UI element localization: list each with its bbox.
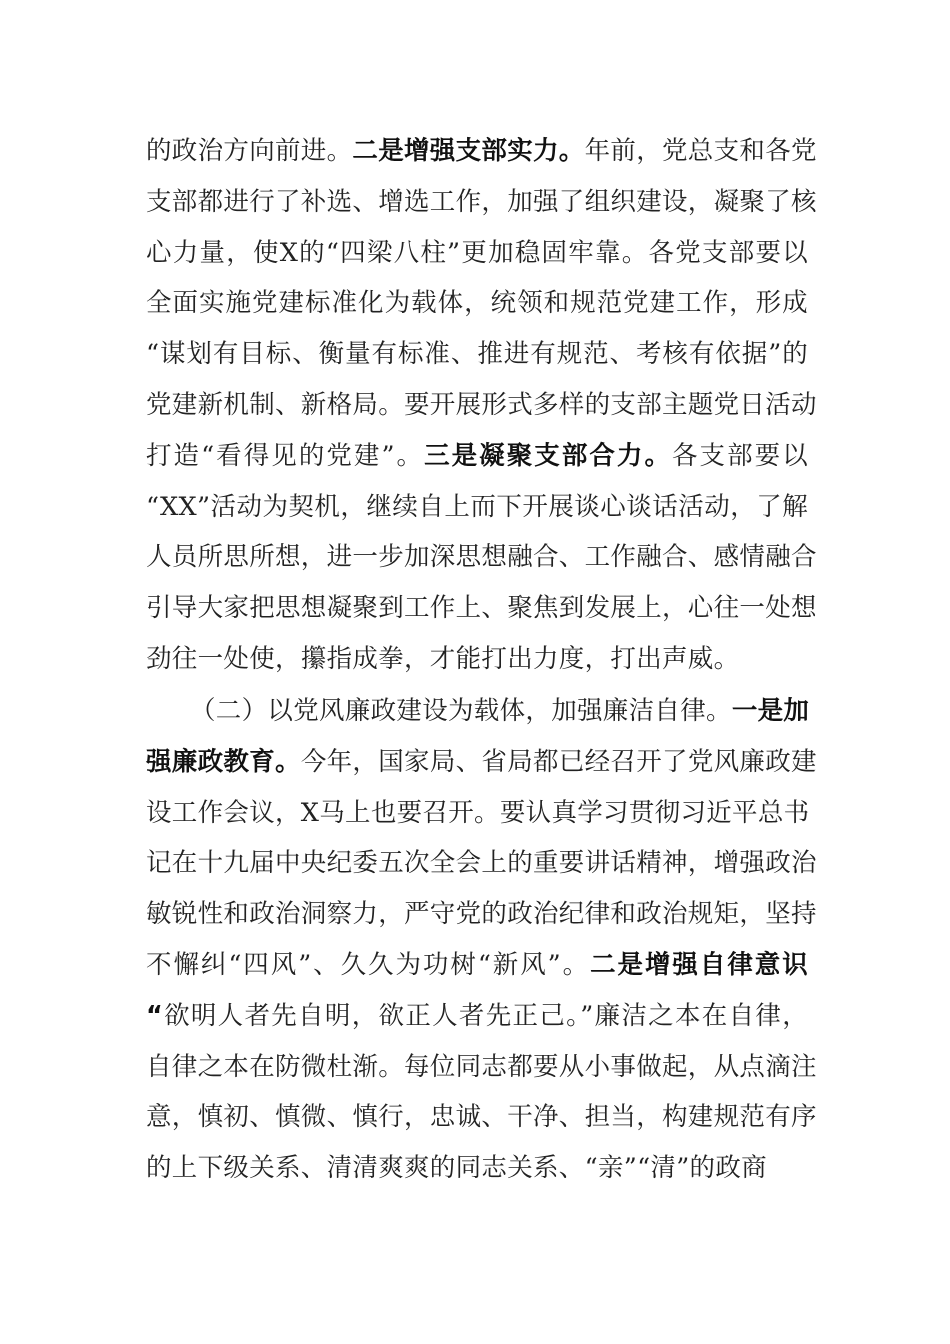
body-text: 意，慎初、慎微、慎行，忠诚、干净、担当，构建规范有序 (146, 1102, 817, 1133)
text-line (146, 991, 808, 1042)
text-line (146, 634, 808, 685)
body-text: 年前，党总支和各党 (584, 136, 817, 166)
body-text: 欲明人者先自明，欲正人者先正己。”廉洁之本在自律， (163, 1000, 808, 1031)
text-line (146, 532, 817, 583)
body-text: 心力量，使X的“四梁八柱”更加稳固牢靠。各党支部要以 (146, 237, 808, 268)
body-text: 劲往一处使，攥指成拳，才能打出力度，打出声威。 (146, 643, 740, 674)
text-line (146, 1143, 808, 1194)
text-line (146, 788, 808, 839)
bold-heading-text: 强廉政教育。 (146, 746, 301, 777)
body-text: 全面实施党建标准化为载体，统领和规范党建工作，形成 (146, 288, 808, 319)
body-text: 支部都进行了补选、增选工作，加强了组织建设，凝聚了核 (146, 186, 817, 217)
text-line (146, 686, 808, 737)
body-text: “谋划有目标、衡量有标准、推进有规范、考核有依据”的 (146, 339, 808, 370)
bold-heading-text: 三是凝聚支部合力。 (424, 440, 673, 471)
body-text: 党建新机制、新格局。要开展形式多样的支部主题党日活动 (146, 389, 817, 420)
text-line (146, 431, 808, 482)
body-text: 引导大家把思想凝聚到工作上、聚焦到发展上，心往一处想 (146, 593, 817, 624)
text-line (146, 1042, 817, 1093)
text-line (146, 1092, 817, 1143)
paragraph-2 (146, 686, 817, 1194)
body-text: 的政治方向前进。 (146, 136, 353, 166)
text-line (146, 380, 817, 431)
text-line (146, 329, 808, 380)
body-text: 今年，国家局、省局都已经召开了党风廉政建 (300, 746, 817, 777)
body-text: （二）以党风廉政建设为载体，加强廉洁自律。 (190, 696, 732, 726)
text-line (146, 889, 817, 940)
text-line (146, 177, 817, 228)
bold-heading-text: 二是增强支部实力。 (352, 136, 585, 166)
body-text: 人员所思所想，进一步加深思想融合、工作融合、感情融合 (146, 542, 817, 573)
text-line (146, 583, 817, 634)
body-text: 不懈纠“四风”、久久为功树“新风”。 (146, 949, 591, 980)
body-text: 的上下级关系、清清爽爽的同志关系、“亲”“清”的政商 (146, 1153, 767, 1184)
body-text: 打造“看得见的党建”。 (146, 440, 425, 471)
text-line (146, 940, 808, 991)
text-line (146, 737, 817, 788)
body-text: 敏锐性和政治洞察力，严守党的政治纪律和政治规矩，坚持 (146, 899, 817, 930)
bold-heading-text: “ (146, 1000, 164, 1031)
text-line (146, 126, 817, 177)
text-line (146, 838, 817, 889)
body-text: 记在十九届中央纪委五次全会上的重要讲话精神，增强政治 (146, 848, 817, 879)
text-line (146, 228, 808, 279)
text-line (146, 482, 808, 533)
body-text: “XX”活动为契机，继续自上而下开展谈心谈话活动，了解 (146, 491, 808, 522)
body-text: 各支部要以 (672, 440, 809, 471)
bold-heading-text: 一是加 (731, 696, 810, 726)
body-text: 设工作会议，X马上也要召开。要认真学习贯彻习近平总书 (146, 797, 810, 828)
text-line (146, 278, 808, 329)
body-text: 自律之本在防微杜渐。每位同志都要从小事做起，从点滴注 (146, 1051, 817, 1082)
bold-heading-text: 二是增强自律意识 (590, 949, 809, 980)
paragraph-1 (146, 126, 817, 685)
